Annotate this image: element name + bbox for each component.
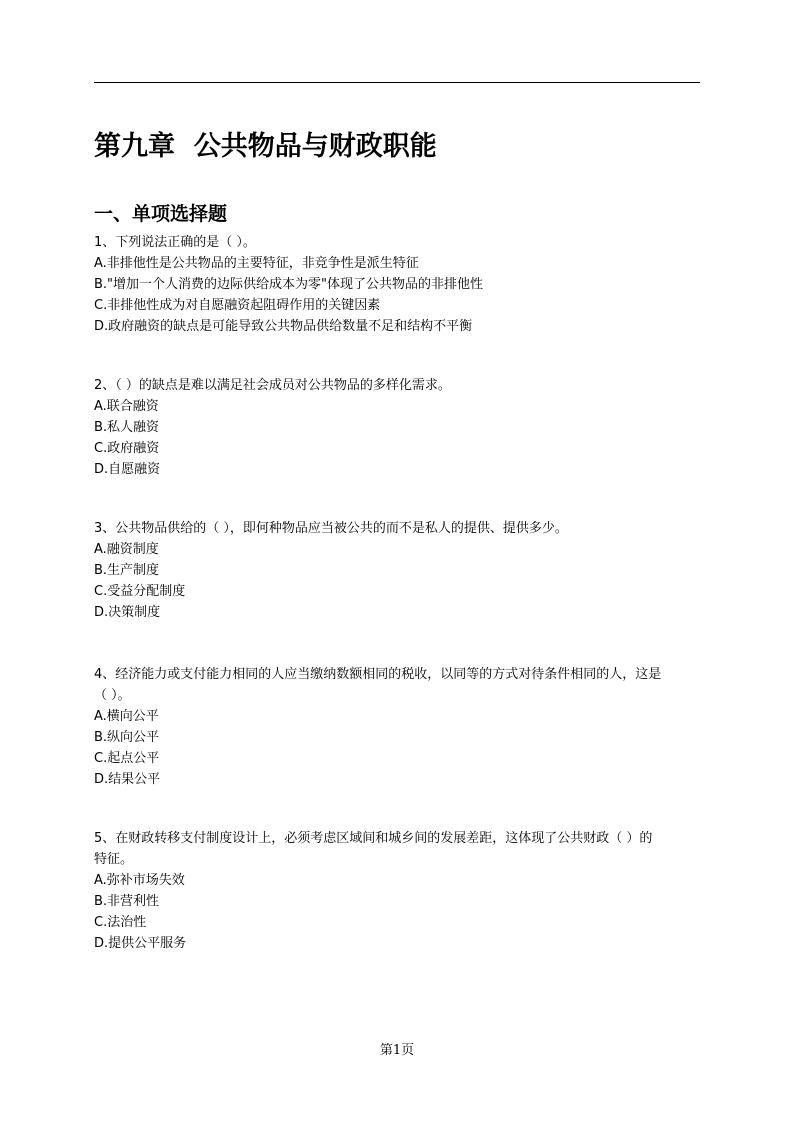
option-d: D.决策制度 xyxy=(94,605,161,620)
option-a: A.非排他性是公共物品的主要特征，非竞争性是派生特征 xyxy=(94,256,419,271)
question-stem: 3、公共物品供给的（ ），即何种物品应当被公共的而不是私人的提供、提供多少。 xyxy=(94,521,568,536)
header-rule xyxy=(94,82,700,83)
option-b: B.生产制度 xyxy=(94,563,160,578)
question-2 xyxy=(94,375,704,480)
option-a: A.横向公平 xyxy=(94,709,159,724)
option-c: C.非排他性成为对自愿融资起阻碍作用的关键因素 xyxy=(94,298,381,313)
question-1 xyxy=(94,232,704,337)
chapter-title: 第九章 公共物品与财政职能 xyxy=(94,131,437,162)
option-b: B.非营利性 xyxy=(94,894,160,909)
option-b: B."增加一个人消费的边际供给成本为零"体现了公共物品的非排他性 xyxy=(94,277,484,292)
option-d: D.自愿融资 xyxy=(94,462,161,477)
question-stem-line-1: 4、经济能力或支付能力相同的人应当缴纳数额相同的税收，以同等的方式对待条件相同的人，这是 xyxy=(94,667,662,682)
option-c: C.受益分配制度 xyxy=(94,584,186,599)
question-stem-line-2: 特征。 xyxy=(94,852,134,867)
option-c: C.政府融资 xyxy=(94,441,160,456)
question-stem-line-2: （ ）。 xyxy=(94,688,131,703)
option-a: A.融资制度 xyxy=(94,542,159,557)
option-c: C.起点公平 xyxy=(94,751,160,766)
section-title: 一、单项选择题 xyxy=(94,203,228,225)
question-5 xyxy=(94,828,704,954)
option-a: A.联合融资 xyxy=(94,399,159,414)
page-number: 第1页 xyxy=(379,1043,415,1058)
option-b: B.私人融资 xyxy=(94,420,160,435)
question-3 xyxy=(94,518,704,623)
question-stem: 2、（ ）的缺点是难以满足社会成员对公共物品的多样化需求。 xyxy=(94,378,451,393)
question-4 xyxy=(94,664,704,790)
option-b: B.纵向公平 xyxy=(94,730,160,745)
option-d: D.结果公平 xyxy=(94,772,161,787)
question-stem: 1、下列说法正确的是（ ）。 xyxy=(94,235,256,250)
option-d: D.政府融资的缺点是可能导致公共物品供给数量不足和结构不平衡 xyxy=(94,319,473,334)
question-stem-line-1: 5、在财政转移支付制度设计上，必须考虑区域间和城乡间的发展差距，这体现了公共财政（ ）的 xyxy=(94,831,653,846)
option-d: D.提供公平服务 xyxy=(94,936,187,951)
option-c: C.法治性 xyxy=(94,915,147,930)
option-a: A.弥补市场失效 xyxy=(94,873,185,888)
